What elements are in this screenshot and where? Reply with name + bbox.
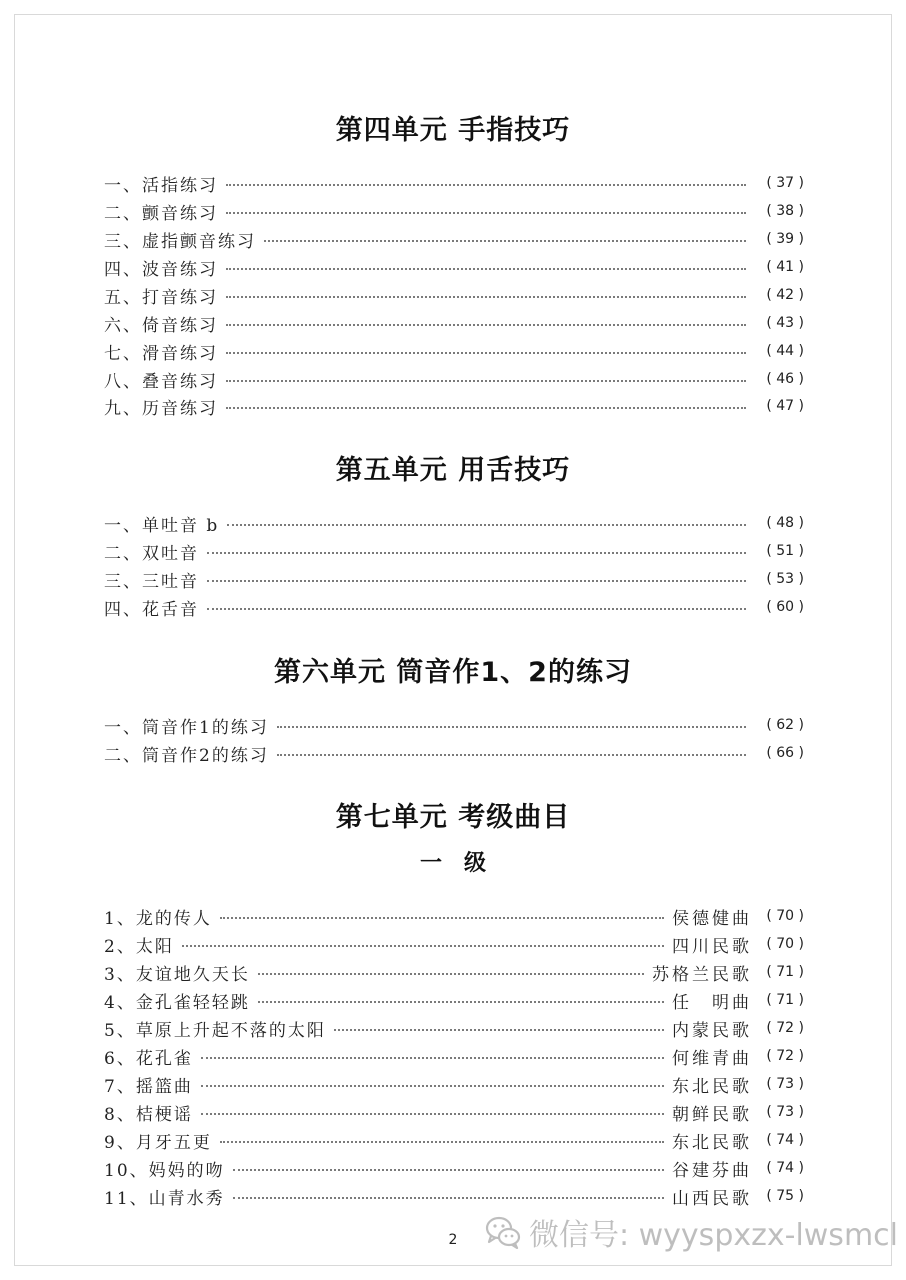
toc-entry-composer: 朝鲜民歌 xyxy=(672,1104,752,1125)
unit-title-7: 第七单元 考级曲目 xyxy=(335,802,571,833)
toc-entry-label: 6、花孔雀 xyxy=(104,1048,193,1069)
toc-entry-page: ( 53 ) xyxy=(766,571,804,587)
toc-entry[interactable] xyxy=(104,1127,804,1153)
leader-dots xyxy=(334,1029,664,1031)
toc-entry-composer: 内蒙民歌 xyxy=(672,1020,752,1041)
leader-dots xyxy=(207,608,746,610)
leader-dots xyxy=(264,240,746,242)
leader-dots xyxy=(226,380,746,382)
toc-entry[interactable] xyxy=(104,566,804,592)
toc-entry-page: ( 70 ) xyxy=(766,936,804,952)
toc-entry[interactable] xyxy=(104,1183,804,1209)
toc-entry-page: ( 75 ) xyxy=(766,1188,804,1204)
toc-entry-page: ( 73 ) xyxy=(766,1076,804,1092)
toc-entry-label: 九、历音练习 xyxy=(104,398,218,419)
leader-dots xyxy=(233,1197,664,1199)
toc-entry-label: 六、倚音练习 xyxy=(104,315,218,336)
toc-entry[interactable] xyxy=(104,338,804,364)
toc-entry-composer: 四川民歌 xyxy=(672,936,752,957)
leader-dots xyxy=(201,1085,664,1087)
toc-entry-composer: 谷建芬曲 xyxy=(672,1160,752,1181)
toc-entry-composer: 山西民歌 xyxy=(672,1188,752,1209)
toc-entry-page: ( 74 ) xyxy=(766,1132,804,1148)
toc-entry-label: 5、草原上升起不落的太阳 xyxy=(104,1020,326,1041)
level-title: 一 级 xyxy=(419,851,486,876)
unit-title-5: 第五单元 用舌技巧 xyxy=(335,455,571,486)
unit-title-6: 第六单元 筒音作1、2的练习 xyxy=(274,657,632,688)
toc-entry-label: 一、单吐音 b xyxy=(104,515,220,536)
toc-entry-label: 四、波音练习 xyxy=(104,259,218,280)
toc-entry-label: 2、太阳 xyxy=(104,936,174,957)
toc-entry-label: 二、颤音练习 xyxy=(104,203,218,224)
toc-entry-label: 二、双吐音 xyxy=(104,543,199,564)
leader-dots xyxy=(201,1113,664,1115)
toc-entry[interactable] xyxy=(104,538,804,564)
toc-entry[interactable] xyxy=(104,393,804,419)
leader-dots xyxy=(220,1141,664,1143)
toc-entry-page: ( 74 ) xyxy=(766,1160,804,1176)
toc-entry-page: ( 72 ) xyxy=(766,1048,804,1064)
toc-entry-page: ( 43 ) xyxy=(766,315,804,331)
toc-entry-label: 四、花舌音 xyxy=(104,599,199,620)
page-number: 2 xyxy=(448,1232,458,1248)
toc-entry[interactable] xyxy=(104,931,804,957)
leader-dots xyxy=(207,580,746,582)
leader-dots xyxy=(226,296,746,298)
toc-entry-label: 7、摇篮曲 xyxy=(104,1076,193,1097)
toc-entry-composer: 何维青曲 xyxy=(672,1048,752,1069)
leader-dots xyxy=(226,184,746,186)
toc-entry[interactable] xyxy=(104,1099,804,1125)
toc-entry-page: ( 37 ) xyxy=(766,175,804,191)
toc-entry-label: 八、叠音练习 xyxy=(104,371,218,392)
leader-dots xyxy=(226,212,746,214)
toc-entry[interactable] xyxy=(104,226,804,252)
toc-entry[interactable] xyxy=(104,594,804,620)
toc-entry[interactable] xyxy=(104,959,804,985)
leader-dots xyxy=(201,1057,664,1059)
leader-dots xyxy=(233,1169,664,1171)
toc-entry[interactable] xyxy=(104,254,804,280)
leader-dots xyxy=(226,324,746,326)
watermark xyxy=(485,1212,898,1252)
toc-entry[interactable] xyxy=(104,1155,804,1181)
toc-entry-page: ( 44 ) xyxy=(766,343,804,359)
toc-entry-composer: 任 明曲 xyxy=(672,992,752,1013)
leader-dots xyxy=(220,917,664,919)
toc-entry-page: ( 47 ) xyxy=(766,398,804,414)
toc-entry[interactable] xyxy=(104,1015,804,1041)
toc-entry[interactable] xyxy=(104,987,804,1013)
toc-entry[interactable] xyxy=(104,740,804,766)
toc-entry-label: 1、龙的传人 xyxy=(104,908,212,929)
leader-dots xyxy=(226,352,746,354)
toc-entry-label: 一、筒音作1的练习 xyxy=(104,717,269,738)
leader-dots xyxy=(258,973,644,975)
leader-dots xyxy=(182,945,664,947)
leader-dots xyxy=(226,407,746,409)
toc-entry-label: 8、桔梗谣 xyxy=(104,1104,193,1125)
toc-entry[interactable] xyxy=(104,510,804,536)
toc-entry[interactable] xyxy=(104,1043,804,1069)
toc-entry-page: ( 72 ) xyxy=(766,1020,804,1036)
toc-entry[interactable] xyxy=(104,366,804,392)
toc-entry-label: 11、山青水秀 xyxy=(104,1188,225,1209)
toc-entry-page: ( 66 ) xyxy=(766,745,804,761)
toc-entry-page: ( 39 ) xyxy=(766,231,804,247)
toc-entry-label: 9、月牙五更 xyxy=(104,1132,212,1153)
unit-title-4: 第四单元 手指技巧 xyxy=(335,115,571,146)
toc-entry-label: 10、妈妈的吻 xyxy=(104,1160,225,1181)
toc-entry[interactable] xyxy=(104,903,804,929)
toc-entry-composer: 东北民歌 xyxy=(672,1132,752,1153)
toc-entry[interactable] xyxy=(104,282,804,308)
toc-entry-label: 一、活指练习 xyxy=(104,175,218,196)
toc-entry-label: 七、滑音练习 xyxy=(104,343,218,364)
leader-dots xyxy=(227,524,746,526)
toc-entry[interactable] xyxy=(104,198,804,224)
toc-entry-label: 三、虚指颤音练习 xyxy=(104,231,256,252)
toc-entry-label: 二、筒音作2的练习 xyxy=(104,745,269,766)
toc-entry-page: ( 48 ) xyxy=(766,515,804,531)
toc-entry-composer: 侯德健曲 xyxy=(672,908,752,929)
toc-entry-page: ( 62 ) xyxy=(766,717,804,733)
toc-entry-page: ( 42 ) xyxy=(766,287,804,303)
toc-entry-label: 4、金孔雀轻轻跳 xyxy=(104,992,250,1013)
toc-entry-page: ( 71 ) xyxy=(766,992,804,1008)
toc-entry-page: ( 60 ) xyxy=(766,599,804,615)
toc-entry-label: 三、三吐音 xyxy=(104,571,199,592)
toc-entry-page: ( 41 ) xyxy=(766,259,804,275)
wechat-icon xyxy=(485,1215,521,1249)
toc-entry-page: ( 46 ) xyxy=(766,371,804,387)
leader-dots xyxy=(207,552,746,554)
toc-entry-page: ( 70 ) xyxy=(766,908,804,924)
toc-entry[interactable] xyxy=(104,310,804,336)
leader-dots xyxy=(226,268,746,270)
toc-entry-page: ( 71 ) xyxy=(766,964,804,980)
toc-entry-page: ( 38 ) xyxy=(766,203,804,219)
watermark-text: 微信号: wyyspxzx-lwsmcl xyxy=(529,1218,898,1253)
toc-entry[interactable] xyxy=(104,170,804,196)
leader-dots xyxy=(277,726,746,728)
toc-entry-page: ( 73 ) xyxy=(766,1104,804,1120)
toc-entry[interactable] xyxy=(104,712,804,738)
toc-entry-label: 五、打音练习 xyxy=(104,287,218,308)
toc-entry-page: ( 51 ) xyxy=(766,543,804,559)
leader-dots xyxy=(277,754,746,756)
toc-entry-composer: 东北民歌 xyxy=(672,1076,752,1097)
toc-entry[interactable] xyxy=(104,1071,804,1097)
toc-entry-label: 3、友谊地久天长 xyxy=(104,964,250,985)
leader-dots xyxy=(258,1001,664,1003)
toc-entry-composer: 苏格兰民歌 xyxy=(652,964,752,985)
